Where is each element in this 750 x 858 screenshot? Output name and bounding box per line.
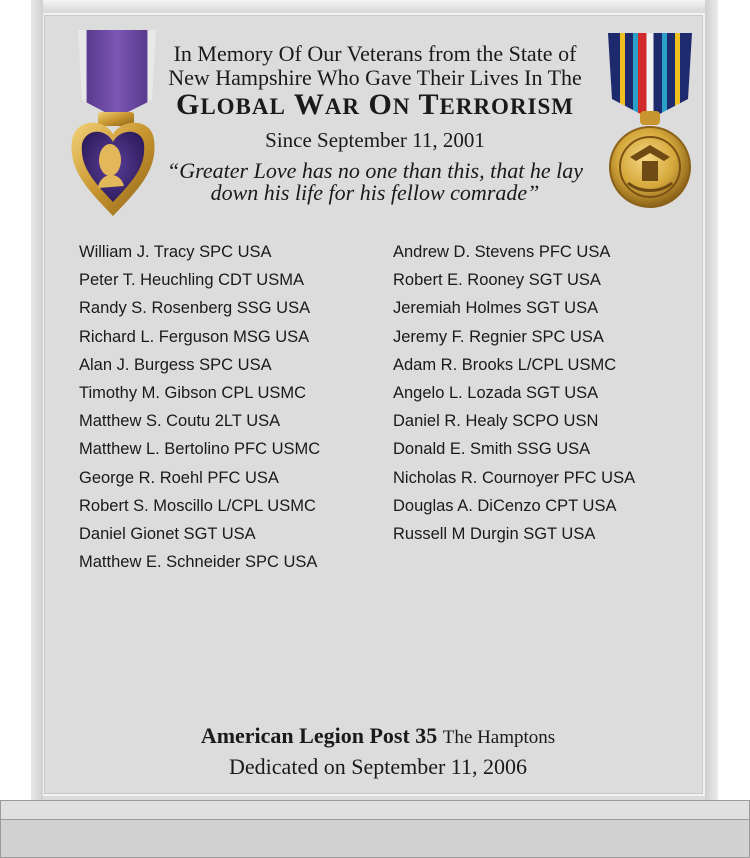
name-entry: Jeremy F. Regnier SPC USA (393, 327, 604, 346)
name-entry: William J. Tracy SPC USA (79, 243, 272, 261)
plaque-bevel-top (31, 0, 718, 12)
name-entry: Andrew D. Stevens PFC USA (393, 243, 611, 261)
name-entry: Angelo L. Lozada SGT USA (393, 384, 599, 403)
name-entry: Daniel Gionet SGT USA (79, 525, 256, 544)
heading-title (140, 90, 610, 122)
title-letter: O (368, 88, 393, 121)
name-entry: Richard L. Ferguson MSG USA (79, 327, 310, 346)
name-entry: Randy S. Rosenberg SSG USA (79, 299, 311, 318)
name-entry: Alan J. Burgess SPC USA (79, 355, 272, 374)
post-name: American Legion Post 35 (200, 723, 438, 748)
title-letter: W (293, 88, 325, 121)
name-entry: Donald E. Smith SSG USA (393, 440, 591, 459)
name-entry: Matthew S. Coutu 2LT USA (79, 412, 281, 431)
since-date: Since September 11, 2001 (265, 128, 485, 152)
post-place: The Hamptons (442, 727, 556, 748)
title-rest: LOBAL (200, 94, 286, 119)
names-column-left (79, 238, 320, 576)
name-entry: Peter T. Heuchling CDT USMA (79, 271, 304, 290)
name-entry: Adam R. Brooks L/CPL USMC (393, 355, 617, 374)
quote-line-2: down his life for his fellow comrade” (210, 180, 540, 205)
quote-line-1: “Greater Love has no one than this, that he lay (167, 158, 583, 183)
heading-line-1: In Memory Of Our Veterans from the State of (173, 41, 577, 66)
name-entry: Matthew E. Schneider SPC USA (79, 553, 318, 572)
footer-dedicated: Dedicated on September 11, 2006 (229, 754, 527, 779)
title-rest: N (392, 94, 411, 119)
name-entry: Matthew L. Bertolino PFC USMC (79, 440, 321, 459)
title-rest: AR (324, 94, 361, 119)
base-cap (0, 800, 750, 820)
name-entry: Daniel R. Healy SCPO USN (393, 412, 599, 431)
expeditionary-medal-icon (604, 33, 696, 213)
name-entry: Russell M Durgin SGT USA (393, 525, 596, 544)
name-entry: Timothy M. Gibson CPL USMC (79, 384, 307, 403)
plaque-base (0, 819, 750, 858)
name-entry: Robert E. Rooney SGT USA (393, 271, 601, 290)
plaque-bevel-right (705, 0, 718, 805)
name-entry: Nicholas R. Cournoyer PFC USA (393, 468, 636, 487)
name-entry: Jeremiah Holmes SGT USA (393, 299, 599, 318)
names-column-right (393, 238, 635, 548)
name-entry: George R. Roehl PFC USA (79, 468, 279, 487)
heading-line-2: New Hampshire Who Gave Their Lives In The (168, 65, 582, 90)
footer-post (100, 723, 656, 749)
memorial-heading (140, 42, 610, 204)
title-letter: G (175, 88, 201, 121)
title-rest: ERRORISM (439, 94, 575, 119)
name-entry: Robert S. Moscillo L/CPL USMC (79, 496, 316, 515)
name-entry: Douglas A. DiCenzo CPT USA (393, 496, 617, 515)
plaque-bevel-left (31, 0, 43, 805)
title-letter: T (418, 88, 440, 121)
